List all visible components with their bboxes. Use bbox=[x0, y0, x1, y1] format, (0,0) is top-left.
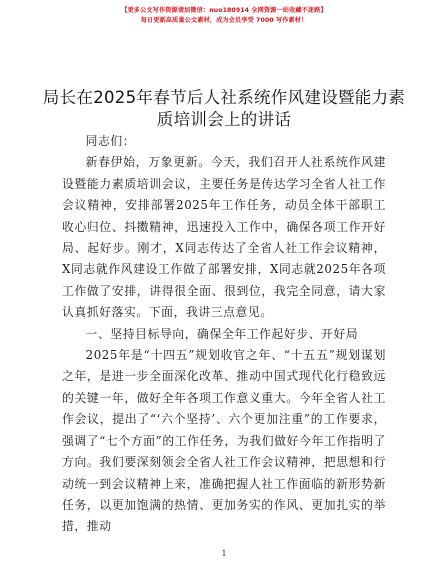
page-number: 1 bbox=[221, 549, 227, 558]
promo-banner-line-2: 每日更新高质量公文素材，成为会员享受 7000 写作素材！ bbox=[140, 17, 308, 24]
promo-banner-line-1: 【更多公文写作资源请加微信：nuo180914 全网资源一站收藏不迷路】 bbox=[121, 7, 327, 14]
promo-banner bbox=[0, 6, 448, 26]
salutation: 同志们： bbox=[85, 134, 136, 148]
paragraph-intro: 新春伊始，万象更新。今天，我们召开人社系统作风建设暨能力素质培训会议，主要任务是传达学习全省人社工作会议精神，安排部署2025年工作任务，动员全体干部职工收心归位、抖擞精神，迅速投入工作中，确保各项工作开好局、起好步。刚才，X同志传达了全省人社工作会议精神，X同志就作风建设工作做了部署安排，X同志就2025年各项工作做了安排，讲得很全面、很到位，我完全同意，请大家认真抓好落实。下面，我讲三点意见。 bbox=[62, 155, 386, 320]
document-body bbox=[62, 131, 386, 538]
document-title: 局长在2025年春节后人社系统作风建设暨能力素质培训会上的讲话 bbox=[42, 88, 406, 129]
section-heading-1: 一、坚持目标导向，确保全年工作起好步、开好局 bbox=[85, 326, 359, 341]
paragraph-section-1: 2025年是“十四五”规划收官之年、“十五五”规划谋划之年，是进一步全面深化改革、推动中国式现代化行稳致远的关键一年，做好全年各项工作意义重大。今年全省人社工作会议，提出了“‘六个坚持’、六个更加注重”的工作要求，强调了“七个方面”的工作任务，为我们做好今年工作指明了方向。我们要深刻领会全省人社工作会议精神，把思想和行动统一到会议精神上来，准确把握人社工作面临的新形势新任务，以更加饱满的热情、更加务实的作风、更加扎实的举措，推动 bbox=[62, 348, 386, 534]
